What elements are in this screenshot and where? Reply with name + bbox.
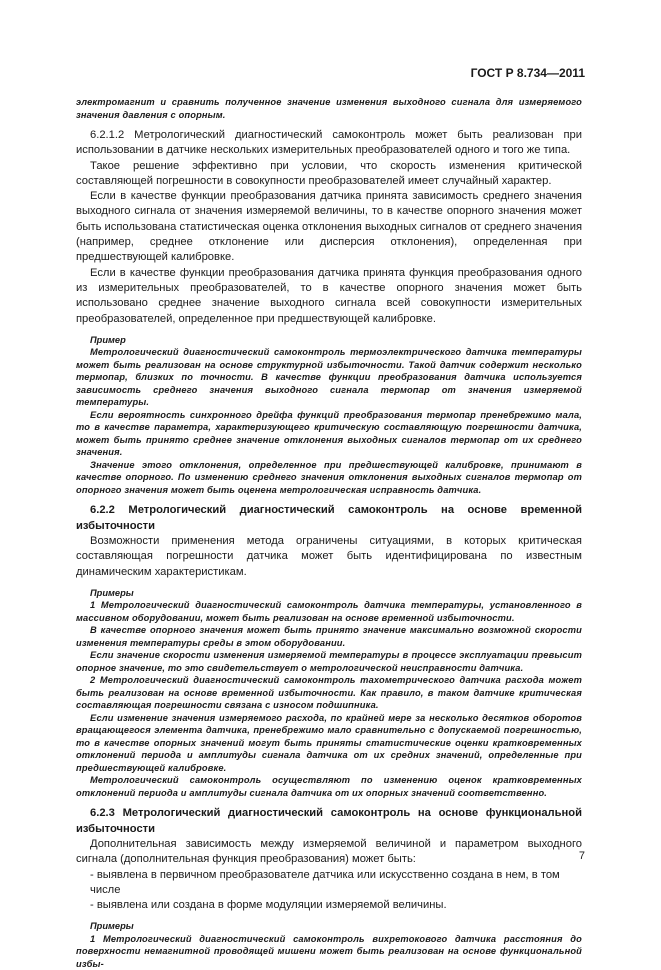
section-heading-6-2-2: 6.2.2 Метрологический диагностический самоконтроль на основе временной избыточности [76, 504, 582, 532]
example-text: Значение этого отклонения, определенное при предшествующей калибровке, принимают в качестве опорного. По изменению среднего значения отклонения выходных сигналов термопар от опорного значения может быть оценена метрологическая исправность датчика. [76, 459, 582, 495]
paragraph: Такое решение эффективно при условии, что скорость изменения критической составляющей погрешности в совокупности преобразователей имеет случайный характер. [76, 159, 582, 187]
example-text: Метрологический самоконтроль осуществляют по изменению оценок кратковременных отклонений периода и амплитуды сигнала датчика от их опорных значений соответственно. [76, 775, 582, 798]
paragraph: Дополнительная зависимость между измеряемой величиной и параметром выходного сигнала (дополнительная функция преобразования) может быть: [76, 837, 582, 866]
example-label: Пример [90, 334, 126, 345]
paragraph: Если в качестве функции преобразования датчика принята зависимость среднего значения выходного сигнала от значения измеряемой величины, то в качестве опорного значения может быть использована статистическая оценка отклонения выходных сигналов от среднего значения (например, среднее отклонение или дисперсия отклонения), определенная при предшествующей калибровке. [76, 190, 583, 264]
examples-label: Примеры [90, 921, 134, 932]
example-text: Если значение скорости изменения измеряемой температуры в процессе эксплуатации превысит опорное значение, то это свидетельствует о метрологической неисправности датчика. [76, 650, 582, 673]
page-number: 7 [578, 850, 585, 862]
document-header: ГОСТ Р 8.734—2011 [470, 66, 585, 80]
list-item: - выявлена или создана в форме модуляции измеряемой величины. [90, 899, 447, 912]
example-text: 1 Метрологический диагностический самоконтроль датчика температуры, установленного в массивном оборудовании, может быть реализован на основе временной избыточности. [76, 600, 582, 623]
example-text: Метрологический диагностический самоконтроль термоэлектрического датчика температуры может быть реализован на основе структурной избыточности. Такой датчик содержит несколько термопар, близких по точности. В качестве функции преобразования датчика используется зависимость среднего значения выходного сигнала термопар от значения измеряемой температуры. [76, 347, 582, 408]
example-text: В качестве опорного значения может быть принято значение максимально возможной скорости изменения температуры среды в этом оборудовании. [76, 625, 582, 648]
section-heading-6-2-3: 6.2.3 Метрологический диагностический самоконтроль на основе функциональной избыточности [76, 807, 582, 835]
paragraph: Возможности применения метода ограничены ситуациями, в которых критическая составляющая погрешности датчика может быть идентифицирована по известным динамическим характеристикам. [76, 534, 582, 578]
list-item: - выявлена в первичном преобразователе датчика или искусственно создана в нем, в том числе [90, 868, 560, 896]
example-text: Если вероятность синхронного дрейфа функций преобразования термопар пренебрежимо мала, то в качестве параметра, характеризующего критическую составляющую погрешности датчика, может быть принято среднее значение отклонения выходных сигналов термопар от их среднего значения. [76, 409, 582, 458]
examples-label: Примеры [90, 587, 134, 598]
paragraph-6-2-1-2: 6.2.1.2 Метрологический диагностический самоконтроль может быть реализован при использовании в датчике нескольких измерительных преобразователей одного и того же типа. [76, 129, 582, 157]
example-text: 2 Метрологический диагностический самоконтроль тахометрического датчика расхода может быть реализован на основе временной избыточности. Как правило, в таком датчике критическая составляющая погрешности связана с износом подшипника. [76, 675, 582, 711]
page-content [76, 96, 582, 970]
example-text: Если изменение значения измеряемого расхода, по крайней мере за несколько десятков оборотов вращающегося элемента датчика, пренебрежимо мало сравнительно с допускаемой погрешностью, то в качестве опорных значений могут быть приняты статистические оценки кратковременных отклонений периода и амплитуды сигнала датчика от их средних значений, определенные при предшествующей калибровке. [76, 712, 582, 773]
note-continuation: электромагнит и сравнить полученное значение изменения выходного сигнала для измеряемого значения давления с опорным. [76, 97, 582, 120]
example-text: 1 Метрологический диагностический самоконтроль вихретокового датчика расстояния до поверхности немагнитной проводящей мишени может быть реализован на основе функциональной избы- [76, 933, 582, 969]
paragraph: Если в качестве функции преобразования датчика принята функция преобразования одного из измерительных преобразователей, то в качестве опорного значения может быть использовано среднее значение выходного сигнала всей совокупности измерительных преобразователей, определенное при предшествующей калибровке. [76, 266, 582, 325]
